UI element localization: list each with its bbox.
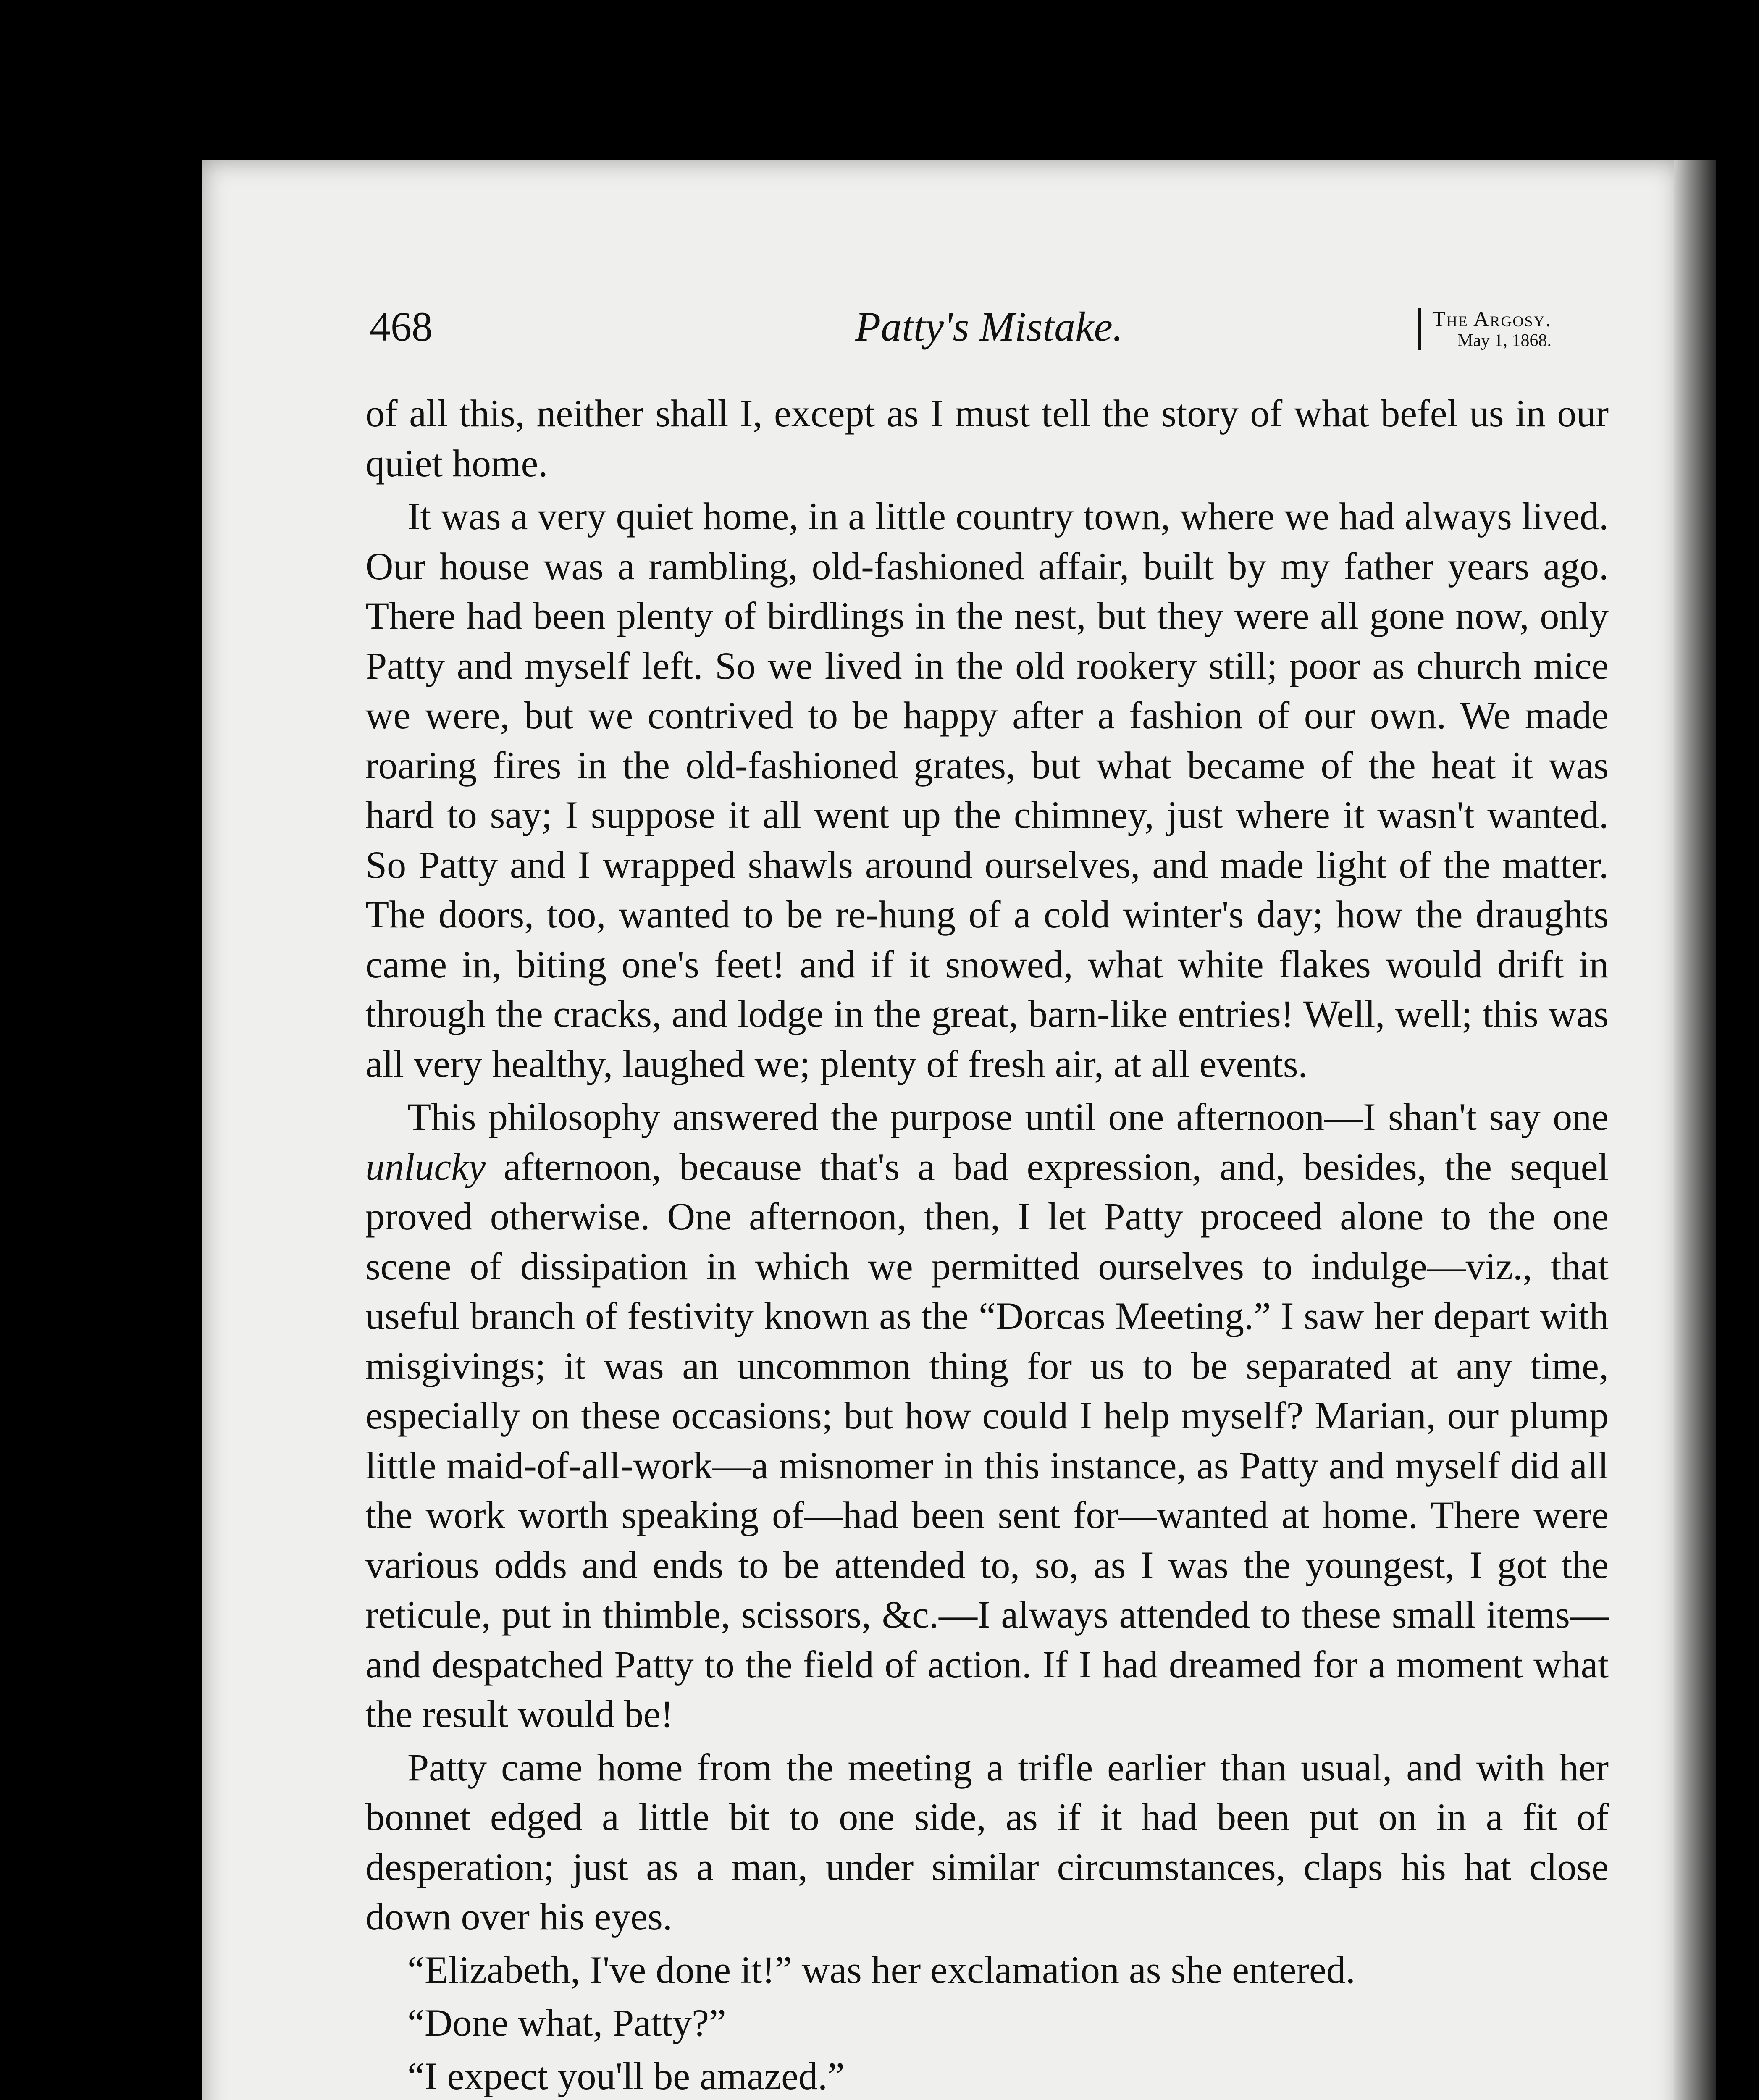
paragraph-2: It was a very quiet home, in a little country town, where we had always lived. Our house was a rambling, old-fashioned affair, built by my father years ago. There had been plenty of birdlings in the nest, but they were all gone now, only Patty and myself left. So we lived in the old rookery still; poor as church mice we were, but we contrived to be happy after a fashion of our own. We made roaring fires in the old-fashioned grates, but what became of the heat it was hard to say; I suppose it all went up the chimney, just where it wasn't wanted. So Patty and I wrapped shawls around ourselves, and made light of the matter. The doors, too, wanted to be re-hung of a cold winter's day; how the draughts came in, biting one's feet! and if it snowed, what white flakes would drift in through the cracks, and lodge in the great, barn-like entries! Well, well; this was all very healthy, laughed we; plenty of fresh air, at all events. <box>365 495 1609 1085</box>
paragraph-5: “Elizabeth, I've done it!” was her exclamation as she entered. <box>407 1948 1355 1991</box>
running-head <box>370 302 1609 349</box>
page-number: 468 <box>370 303 433 350</box>
paragraph-1: of all this, neither shall I, except as I must tell the story of what befel us in our quiet home. <box>365 392 1609 485</box>
journal-date: May 1, 1868. <box>1457 331 1552 350</box>
paragraph-3 <box>365 1092 1609 1739</box>
paragraph-3-part-a: This philosophy answered the purpose until one afternoon—I shan't say one <box>407 1095 1609 1138</box>
paragraph-7: “I expect you'll be amazed.” <box>407 2054 845 2097</box>
emphasis-unlucky: unlucky <box>365 1145 486 1188</box>
body-text <box>365 388 1609 2100</box>
running-title: Patty's Mistake. <box>855 303 1123 350</box>
paragraph-4: Patty came home from the meeting a trifle earlier than usual, and with her bonnet edged a little bit to one side, as if it had been put on in a fit of desperation; just as a man, under similar circumstances, claps his hat close down over his eyes. <box>365 1746 1609 1938</box>
journal-name: The Argosy. <box>1432 307 1552 331</box>
page-edge <box>1674 160 1716 2100</box>
paragraph-6: “Done what, Patty?” <box>407 2001 726 2044</box>
paragraph-3-part-b: afternoon, because that's a bad expression, and, besides, the sequel proved otherwise. One afternoon, then, I let Patty proceed alone to the one scene of dissipation in which we permitted ourselves to indulge—viz., that useful branch of festivity known as the “Dorcas Meeting.” I saw her depart with misgivings; it was an uncommon thing for us to be separated at any time, especially on these occasions; but how could I help myself? Marian, our plump little maid-of-all-work—a misnomer in this instance, as Patty and myself did all the work worth speaking of—had been sent for—wanted at home. There were various odds and ends to be attended to, so, as I was the youngest, I got the reticule, put in thimble, scissors, &c.—I always attended to these small items—and despatched Patty to the field of action. If I had dreamed for a moment what the result would be! <box>365 1145 1609 1735</box>
journal-reference <box>1418 308 1609 350</box>
